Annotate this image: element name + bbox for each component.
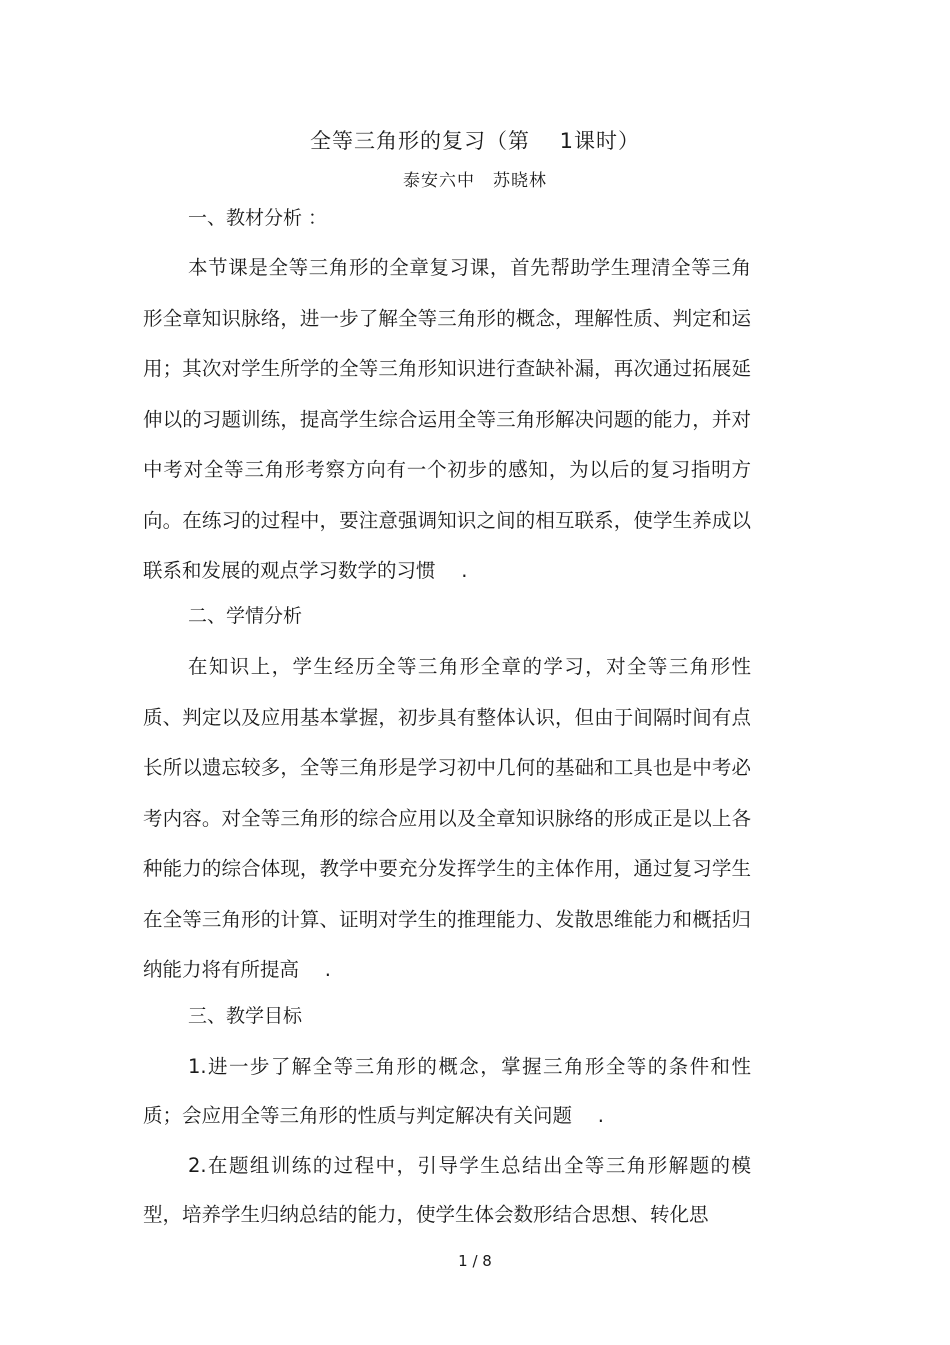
- section-heading-student-analysis: 二、学情分析: [188, 605, 303, 627]
- page-number: 1 / 8: [458, 1252, 492, 1270]
- paragraph-goal-2: 2.在题组训练的过程中，引导学生总结出全等三角形解题的模型，培养学生归纳总结的能力，使学生体会数形结合思想、转化思: [143, 1154, 751, 1226]
- section-heading-textbook-analysis: 一、教材分析 ：: [188, 207, 328, 229]
- document-author: 泰安六中 苏晓林: [403, 171, 547, 191]
- paragraph-textbook-analysis: 本节课是全等三角形的全章复习课，首先帮助学生理清全等三角形全章知识脉络，进一步了解全等三角形的概念，理解性质、判定和运用；其次对学生所学的全等三角形知识进行查缺补漏，再次通过拓展延伸以的习题训练，提高学生综合运用全等三角形解决问题的能力，并对中考对全等三角形考察方向有一个初步的感知，为以后的复习指明方向。在练习的过程中，要注意强调知识之间的相互联系，使学生养成以联系和发展的观点学习数学的习惯 .: [143, 256, 751, 582]
- paragraph-student-analysis: 在知识上，学生经历全等三角形全章的学习，对全等三角形性质、判定以及应用基本掌握，初步具有整体认识，但由于间隔时间有点长所以遗忘较多，全等三角形是学习初中几何的基础和工具也是中考必考内容。对全等三角形的综合应用以及全章知识脉络的形成正是以上各种能力的综合体现，教学中要充分发挥学生的主体作用，通过复习学生在全等三角形的计算、证明对学生的推理能力、发散思维能力和概括归纳能力将有所提高 .: [143, 655, 751, 981]
- document-title: 全等三角形的复习（第 1课时）: [309, 129, 641, 153]
- paragraph-goal-1: 1.进一步了解全等三角形的概念，掌握三角形全等的条件和性质；会应用全等三角形的性质与判定解决有关问题 .: [143, 1055, 751, 1127]
- section-heading-teaching-goals: 三、教学目标: [188, 1005, 303, 1027]
